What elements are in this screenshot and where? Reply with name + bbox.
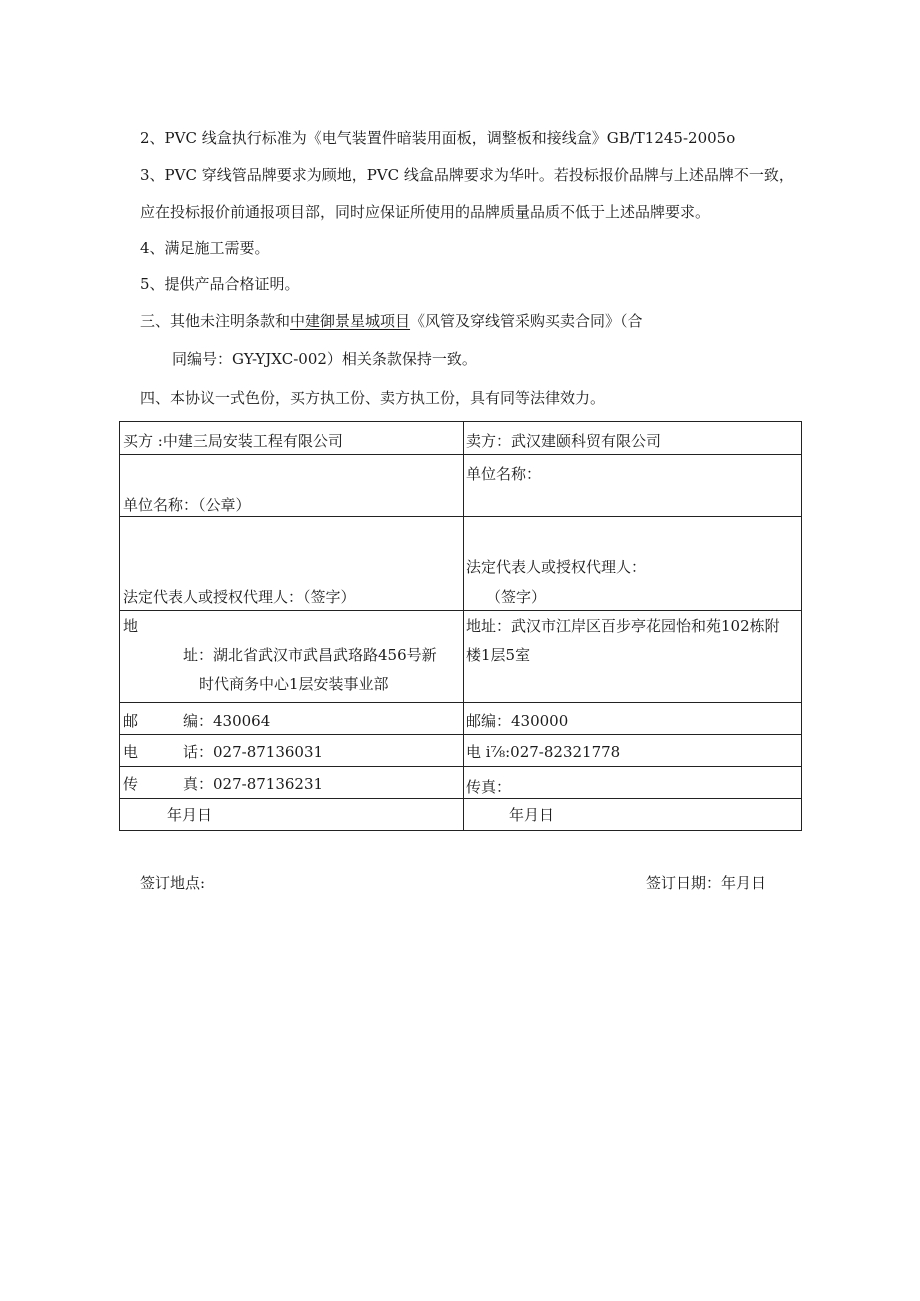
section-4: 四、本协议一式色份，买方执工份、卖方执工份，具有同等法律效力。 (140, 389, 606, 407)
seller-date: 年月日 (509, 806, 555, 824)
section-3-line1 (140, 311, 643, 331)
seller-rep-cell (464, 517, 802, 611)
buyer-fax-label: 传 (123, 775, 139, 793)
seller-unit-cell (464, 455, 802, 517)
buyer-rep: 法定代表人或授权代理人：（签字） (123, 588, 356, 606)
buyer-tel-label: 电 (123, 743, 139, 761)
seller-tel: 电 i⅞:027-82321778 (466, 743, 621, 761)
clause-4: 4、满足施工需要。 (140, 239, 270, 257)
seller-rep-sign: （签字） (486, 588, 547, 606)
buyer-party: 买方 :中建三局安装工程有限公司 (123, 432, 343, 450)
buyer-zip-cell (120, 703, 464, 735)
clause-3-line2: 应在投标报价前通报项目部，同时应保证所使用的品牌质量品质不低于上述品牌要求。 (140, 203, 711, 221)
buyer-tel-cell (120, 735, 464, 767)
buyer-zip-label: 邮 (123, 712, 139, 730)
buyer-addr-line2: 时代商务中心1层安装事业部 (199, 675, 389, 693)
buyer-zip: 编：430064 (183, 712, 271, 730)
signing-date: 签订日期：年月日 (646, 874, 767, 892)
project-name: 中建御景星城项目 (290, 312, 411, 330)
buyer-party-cell (120, 422, 464, 455)
clause-5: 5、提供产品合格证明。 (140, 275, 300, 293)
signing-place: 签订地点: (140, 874, 206, 892)
seller-fax: 传真： (466, 778, 512, 796)
section-3-prefix: 三、其他未注明条款和 (140, 312, 291, 330)
buyer-rep-cell (120, 517, 464, 611)
buyer-addr-label: 地 (123, 617, 139, 635)
seller-unit: 单位名称： (466, 465, 542, 483)
buyer-tel: 话：027-87136031 (183, 743, 324, 761)
seller-date-cell (464, 799, 802, 831)
buyer-addr-line1: 址：湖北省武汉市武昌武珞路456号新 (183, 646, 437, 664)
seller-addr-line1: 地址：武汉市江岸区百步亭花园怡和苑102栋附 (466, 617, 780, 635)
seller-tel-cell (464, 735, 802, 767)
clause-2: 2、PVC 线盒执行标准为《电气装置件暗装用面板，调整板和接线盒》GB/T1245-2005o (140, 129, 736, 147)
seller-party-cell (464, 422, 802, 455)
buyer-address-cell (120, 611, 464, 703)
buyer-fax-cell (120, 767, 464, 799)
seller-address-cell (464, 611, 802, 703)
clause-3-line1: 3、PVC 穿线管品牌要求为顾地，PVC 线盒品牌要求为华叶。若投标报价品牌与上述品牌不一致， (140, 166, 794, 184)
seller-rep: 法定代表人或授权代理人： (466, 558, 647, 576)
buyer-unit: 单位名称：（公章） (123, 496, 251, 514)
signature-table (119, 421, 802, 831)
buyer-unit-cell (120, 455, 464, 517)
seller-party: 卖方：武汉建颐科贸有限公司 (466, 432, 662, 450)
buyer-date-cell (120, 799, 464, 831)
section-3-line2: 同编号：GY-YJXC-002）相关条款保持一致。 (172, 350, 477, 368)
seller-fax-cell (464, 767, 802, 799)
seller-addr-line2: 楼1层5室 (466, 646, 531, 664)
seller-zip-cell (464, 703, 802, 735)
buyer-date: 年月日 (167, 806, 213, 824)
seller-zip: 邮编：430000 (466, 712, 569, 730)
buyer-fax: 真：027-87136231 (183, 775, 324, 793)
section-3-suffix: 《风管及穿线管采购买卖合同》（合 (410, 312, 643, 330)
